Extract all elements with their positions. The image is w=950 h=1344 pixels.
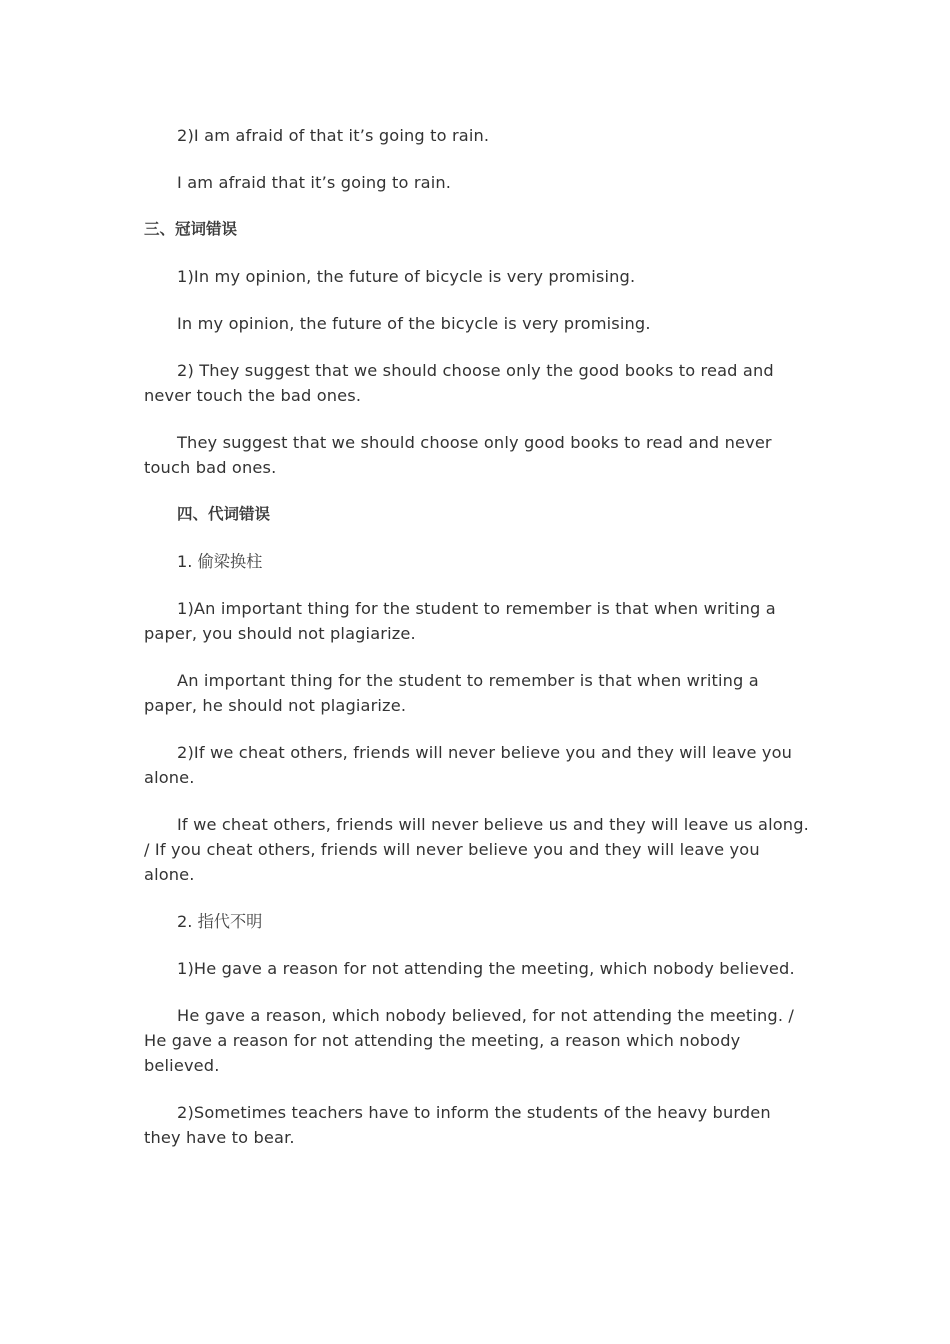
paragraph: He gave a reason, which nobody believed, for not attending the meeting. / He gave a reason for not attending the meeting, a reason which nobody believed. — [144, 1006, 795, 1075]
subsection-title: 偷梁换柱 — [197, 552, 263, 571]
subsection-title: 指代不明 — [197, 912, 263, 931]
subsection-number: 1. — [177, 552, 198, 571]
section-heading: 三、冠词错误 — [144, 220, 238, 238]
subsection-heading — [144, 549, 812, 574]
document-body — [144, 123, 812, 1172]
paragraph: In my opinion, the future of the bicycle is very promising. — [177, 314, 651, 333]
paragraph: 2)I am afraid of that it’s going to rain. — [177, 126, 490, 145]
subsection-number: 2. — [177, 912, 198, 931]
paragraph: If we cheat others, friends will never believe us and they will leave us along. / If you cheat others, friends will never believe you and they will leave you alone. — [144, 815, 809, 884]
section-heading: 四、代词错误 — [177, 505, 271, 523]
paragraph: I am afraid that it’s going to rain. — [177, 173, 452, 192]
paragraph: 1)An important thing for the student to remember is that when writing a paper, you should not plagiarize. — [144, 599, 776, 643]
paragraph: 1)He gave a reason for not attending the meeting, which nobody believed. — [177, 959, 795, 978]
paragraph: 2)If we cheat others, friends will never believe you and they will leave you alone. — [144, 743, 793, 787]
paragraph: They suggest that we should choose only good books to read and never touch bad ones. — [144, 433, 772, 477]
paragraph: An important thing for the student to remember is that when writing a paper, he should not plagiarize. — [144, 671, 759, 715]
paragraph: 2)Sometimes teachers have to inform the students of the heavy burden they have to bear. — [144, 1103, 771, 1147]
paragraph: 2) They suggest that we should choose only the good books to read and never touch the bad ones. — [144, 361, 774, 405]
paragraph: 1)In my opinion, the future of bicycle is very promising. — [177, 267, 636, 286]
subsection-heading — [144, 909, 812, 934]
